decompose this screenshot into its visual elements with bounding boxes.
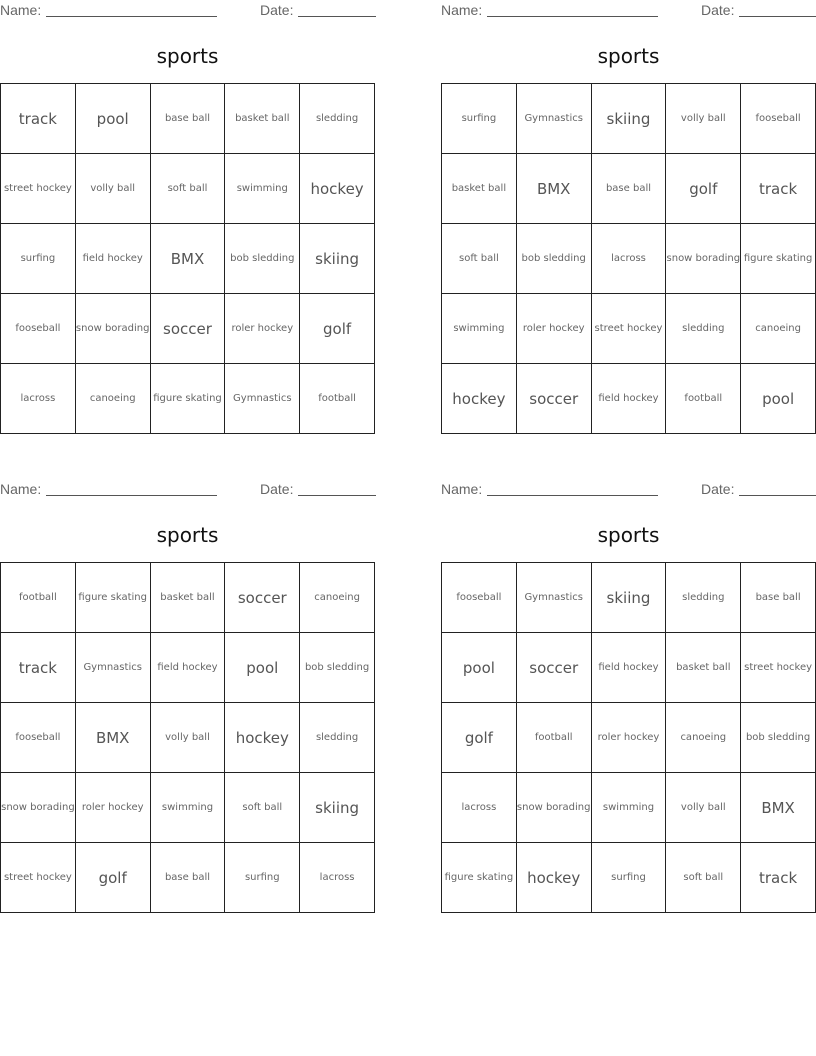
- bingo-cell[interactable]: skiing: [300, 773, 375, 843]
- bingo-cell[interactable]: canoeing: [76, 364, 151, 434]
- bingo-cell[interactable]: hockey: [300, 154, 375, 224]
- bingo-cell[interactable]: sledding: [300, 703, 375, 773]
- bingo-cell[interactable]: surfing: [592, 843, 667, 913]
- bingo-cell[interactable]: soccer: [517, 633, 592, 703]
- card-title: sports: [156, 523, 219, 547]
- bingo-cell[interactable]: figure skating: [442, 843, 517, 913]
- bingo-cell[interactable]: track: [741, 843, 816, 913]
- bingo-cell[interactable]: roler hockey: [76, 773, 151, 843]
- bingo-cell[interactable]: pool: [76, 84, 151, 154]
- bingo-cell[interactable]: volly ball: [76, 154, 151, 224]
- bingo-cell[interactable]: soccer: [151, 294, 226, 364]
- bingo-cell[interactable]: hockey: [517, 843, 592, 913]
- bingo-cell[interactable]: pool: [225, 633, 300, 703]
- bingo-cell[interactable]: canoeing: [741, 294, 816, 364]
- bingo-cell[interactable]: soft ball: [666, 843, 741, 913]
- bingo-cell[interactable]: roler hockey: [517, 294, 592, 364]
- card-title: sports: [597, 523, 660, 547]
- bingo-cell[interactable]: lacross: [300, 843, 375, 913]
- bingo-cell[interactable]: bob sledding: [517, 224, 592, 294]
- name-field-line[interactable]: [46, 495, 217, 496]
- bingo-cell[interactable]: golf: [300, 294, 375, 364]
- bingo-cell[interactable]: BMX: [517, 154, 592, 224]
- bingo-cell[interactable]: snow borading: [1, 773, 76, 843]
- bingo-cell[interactable]: skiing: [592, 84, 667, 154]
- date-label: Date:: [260, 2, 294, 18]
- bingo-cell[interactable]: BMX: [151, 224, 226, 294]
- name-field-line[interactable]: [487, 495, 658, 496]
- bingo-cell[interactable]: base ball: [741, 563, 816, 633]
- card-header: [0, 479, 375, 501]
- bingo-cell[interactable]: Gymnastics: [225, 364, 300, 434]
- bingo-cell[interactable]: football: [1, 563, 76, 633]
- bingo-cell[interactable]: fooseball: [741, 84, 816, 154]
- bingo-cell[interactable]: pool: [741, 364, 816, 434]
- bingo-cell[interactable]: track: [741, 154, 816, 224]
- bingo-cell[interactable]: base ball: [592, 154, 667, 224]
- bingo-cell[interactable]: soft ball: [151, 154, 226, 224]
- bingo-cell[interactable]: Gymnastics: [76, 633, 151, 703]
- bingo-cell[interactable]: skiing: [592, 563, 667, 633]
- date-label: Date:: [260, 481, 294, 497]
- bingo-cell[interactable]: surfing: [1, 224, 76, 294]
- bingo-cell[interactable]: snow borading: [517, 773, 592, 843]
- card-header: [441, 0, 816, 22]
- bingo-cell[interactable]: surfing: [442, 84, 517, 154]
- bingo-cell[interactable]: bob sledding: [741, 703, 816, 773]
- bingo-cell[interactable]: track: [1, 84, 76, 154]
- bingo-cell[interactable]: pool: [442, 633, 517, 703]
- bingo-cell[interactable]: golf: [76, 843, 151, 913]
- bingo-cell[interactable]: football: [666, 364, 741, 434]
- bingo-cell[interactable]: sledding: [666, 294, 741, 364]
- bingo-cell[interactable]: base ball: [151, 843, 226, 913]
- bingo-grid: [441, 562, 816, 913]
- bingo-cell[interactable]: basket ball: [151, 563, 226, 633]
- name-field-line[interactable]: [487, 16, 658, 17]
- bingo-cell[interactable]: soft ball: [442, 224, 517, 294]
- bingo-cell[interactable]: BMX: [741, 773, 816, 843]
- card-title: sports: [156, 44, 219, 68]
- bingo-cell[interactable]: street hockey: [1, 843, 76, 913]
- bingo-cell[interactable]: fooseball: [442, 563, 517, 633]
- bingo-cell[interactable]: figure skating: [76, 563, 151, 633]
- bingo-cell[interactable]: figure skating: [151, 364, 226, 434]
- bingo-cell[interactable]: lacross: [592, 224, 667, 294]
- name-field-line[interactable]: [46, 16, 217, 17]
- bingo-card-2: [441, 0, 816, 435]
- bingo-cell[interactable]: basket ball: [225, 84, 300, 154]
- bingo-cell[interactable]: roler hockey: [592, 703, 667, 773]
- bingo-cell[interactable]: volly ball: [666, 773, 741, 843]
- bingo-grid: [441, 83, 816, 434]
- bingo-cell[interactable]: soccer: [225, 563, 300, 633]
- bingo-grid: [0, 83, 375, 434]
- bingo-cell[interactable]: soccer: [517, 364, 592, 434]
- bingo-cell[interactable]: swimming: [151, 773, 226, 843]
- bingo-cell[interactable]: snow borading: [666, 224, 741, 294]
- bingo-cell[interactable]: football: [300, 364, 375, 434]
- card-header: [441, 479, 816, 501]
- bingo-cell[interactable]: bob sledding: [225, 224, 300, 294]
- bingo-cell[interactable]: hockey: [442, 364, 517, 434]
- bingo-grid: [0, 562, 375, 913]
- bingo-cell[interactable]: Gymnastics: [517, 563, 592, 633]
- bingo-cell[interactable]: snow borading: [76, 294, 151, 364]
- bingo-cell[interactable]: canoeing: [300, 563, 375, 633]
- bingo-cell[interactable]: roler hockey: [225, 294, 300, 364]
- date-label: Date:: [701, 481, 735, 497]
- bingo-cell[interactable]: figure skating: [741, 224, 816, 294]
- bingo-cell[interactable]: surfing: [225, 843, 300, 913]
- bingo-cell[interactable]: golf: [666, 154, 741, 224]
- date-field-line[interactable]: [739, 495, 816, 496]
- date-field-line[interactable]: [739, 16, 816, 17]
- bingo-cell[interactable]: field hockey: [592, 633, 667, 703]
- bingo-cell[interactable]: soft ball: [225, 773, 300, 843]
- bingo-card-1: [0, 0, 375, 435]
- bingo-cell[interactable]: swimming: [592, 773, 667, 843]
- name-label: Name:: [0, 2, 42, 18]
- bingo-card-4: [441, 479, 816, 914]
- bingo-cell[interactable]: hockey: [225, 703, 300, 773]
- bingo-cell[interactable]: base ball: [151, 84, 226, 154]
- bingo-cell[interactable]: golf: [442, 703, 517, 773]
- bingo-cell[interactable]: fooseball: [1, 294, 76, 364]
- bingo-cell[interactable]: sledding: [666, 563, 741, 633]
- bingo-cell[interactable]: fooseball: [1, 703, 76, 773]
- bingo-cell[interactable]: sledding: [300, 84, 375, 154]
- bingo-cell[interactable]: skiing: [300, 224, 375, 294]
- bingo-cell[interactable]: street hockey: [1, 154, 76, 224]
- bingo-cell[interactable]: street hockey: [741, 633, 816, 703]
- bingo-cell[interactable]: lacross: [1, 364, 76, 434]
- card-title: sports: [597, 44, 660, 68]
- date-label: Date:: [701, 2, 735, 18]
- bingo-cell[interactable]: lacross: [442, 773, 517, 843]
- bingo-cell[interactable]: canoeing: [666, 703, 741, 773]
- name-label: Name:: [0, 481, 42, 497]
- bingo-cell[interactable]: Gymnastics: [517, 84, 592, 154]
- bingo-cell[interactable]: swimming: [225, 154, 300, 224]
- bingo-cell[interactable]: field hockey: [151, 633, 226, 703]
- bingo-cell[interactable]: basket ball: [442, 154, 517, 224]
- bingo-card-3: [0, 479, 375, 914]
- bingo-cell[interactable]: BMX: [76, 703, 151, 773]
- name-label: Name:: [441, 2, 483, 18]
- card-header: [0, 0, 375, 22]
- name-label: Name:: [441, 481, 483, 497]
- bingo-cell[interactable]: football: [517, 703, 592, 773]
- bingo-cell[interactable]: swimming: [442, 294, 517, 364]
- bingo-cell[interactable]: street hockey: [592, 294, 667, 364]
- bingo-cell[interactable]: basket ball: [666, 633, 741, 703]
- date-field-line[interactable]: [298, 16, 376, 17]
- bingo-cell[interactable]: field hockey: [76, 224, 151, 294]
- bingo-cell[interactable]: volly ball: [666, 84, 741, 154]
- bingo-cell[interactable]: field hockey: [592, 364, 667, 434]
- bingo-cell[interactable]: bob sledding: [300, 633, 375, 703]
- bingo-cell[interactable]: track: [1, 633, 76, 703]
- bingo-cell[interactable]: volly ball: [151, 703, 226, 773]
- date-field-line[interactable]: [298, 495, 376, 496]
